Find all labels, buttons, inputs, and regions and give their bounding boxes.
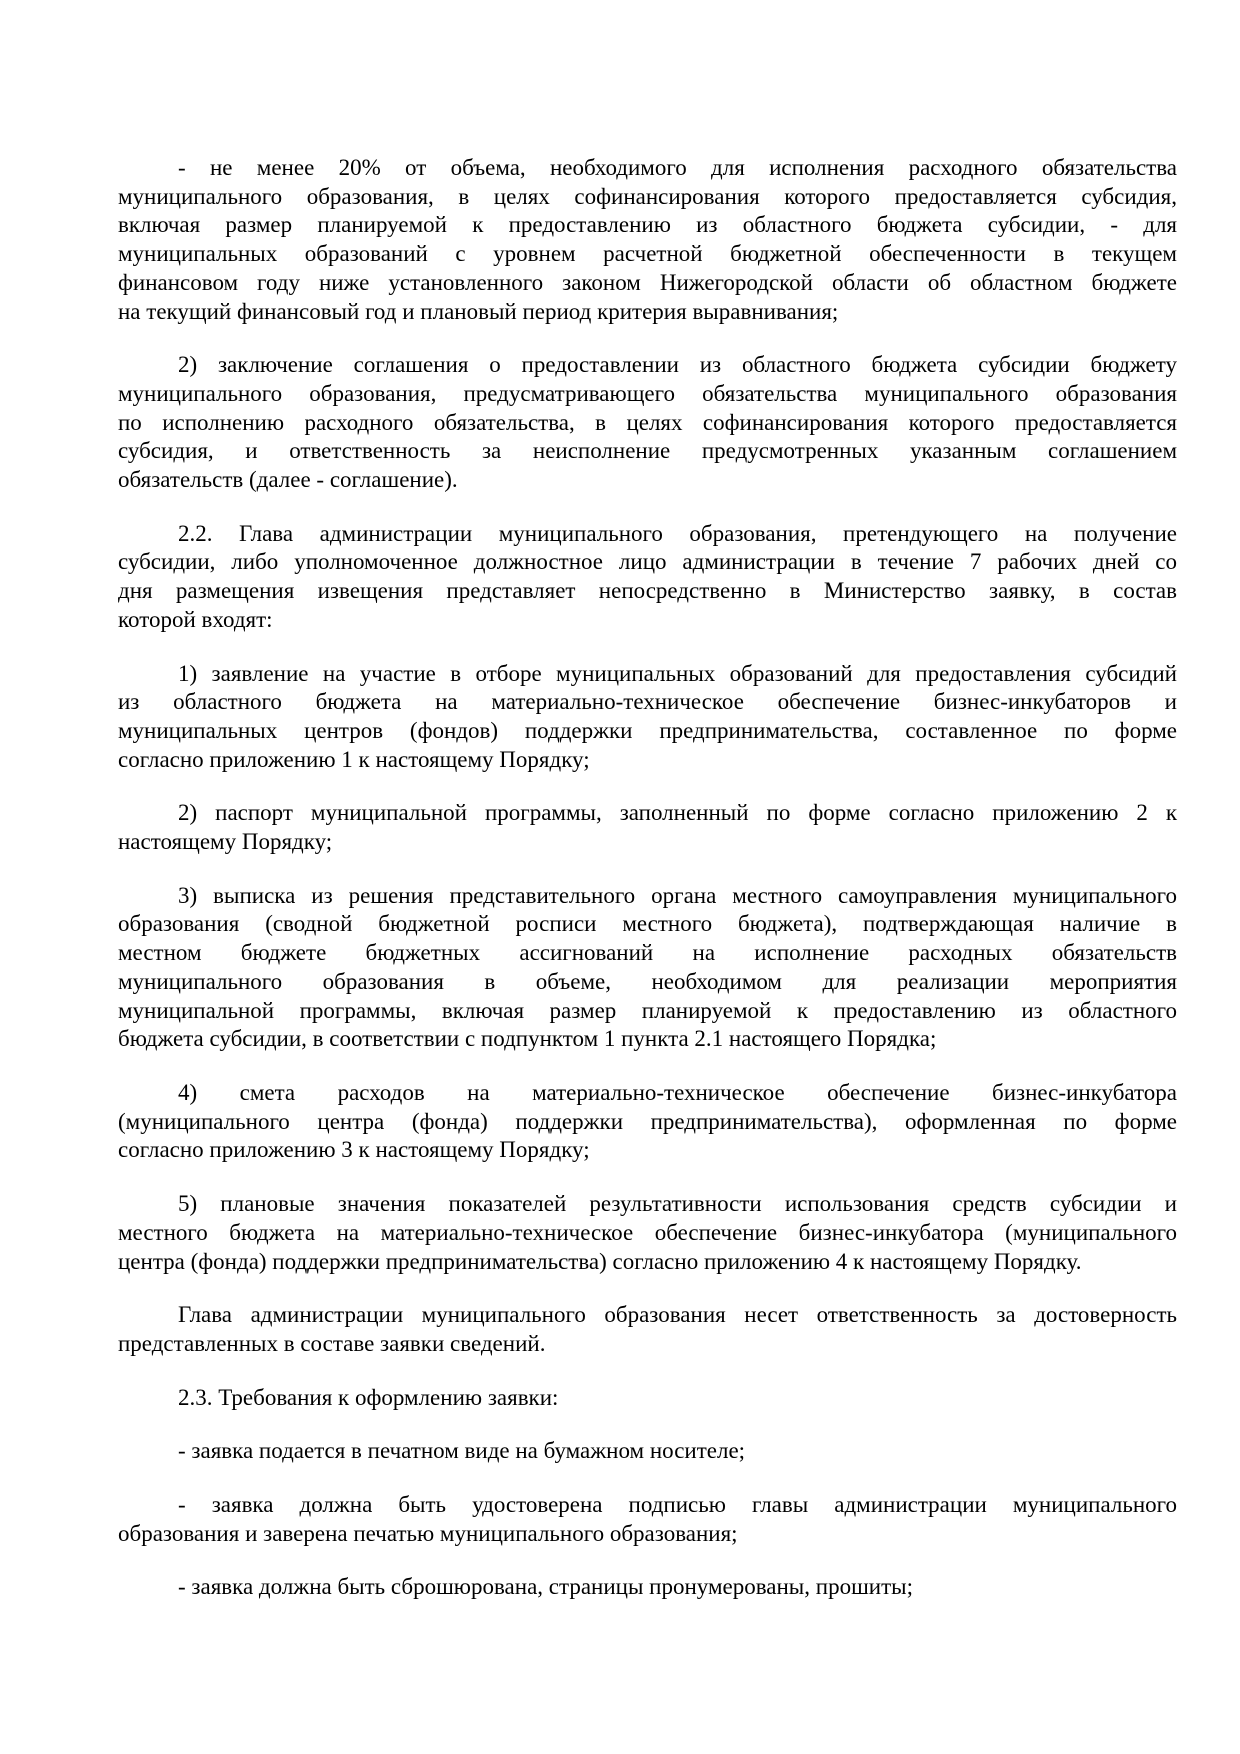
text-line: согласно приложению 3 к настоящему Порядку; [118,1137,590,1163]
text-line: (муниципального центра (фонда) поддержки предпринимательства), оформленная по форме [118,1108,1177,1134]
paragraph [118,799,1177,856]
text-line: муниципального образования, в целях софинансирования которого предоставляется субсидия, [118,183,1177,209]
paragraph [118,660,1177,775]
text-line: муниципального образования, предусматривающего обязательства муниципального образования [118,380,1177,406]
text-line: образования (сводной бюджетной росписи местного бюджета), подтверждающая наличие в [118,911,1177,937]
paragraph [118,520,1177,635]
paragraph [118,154,1177,326]
text-line: 3) выписка из решения представительного органа местного самоуправления муниципального [178,882,1177,908]
paragraph [118,1384,1177,1413]
text-line: субсидии, либо уполномоченное должностное лицо администрации в течение 7 рабочих дней со [118,549,1177,575]
text-line: 2) паспорт муниципальной программы, заполненный по форме согласно приложению 2 к [178,800,1177,826]
paragraph [118,1491,1177,1548]
text-line: - заявка подается в печатном виде на бумажном носителе; [178,1438,746,1464]
text-line: - заявка должна быть сброшюрована, страницы пронумерованы, прошиты; [178,1574,913,1600]
paragraph [118,1079,1177,1165]
text-line: 4) смета расходов на материально-техническое обеспечение бизнес-инкубатора [178,1079,1177,1105]
text-line: 2.2. Глава администрации муниципального образования, претендующего на получение [178,520,1177,546]
paragraph [118,882,1177,1054]
text-line: местного бюджета на материально-техническое обеспечение бизнес-инкубатора (муниципального [118,1219,1177,1245]
text-line: финансовом году ниже установленного законом Нижегородской области об областном бюджете [118,269,1177,295]
text-line: бюджета субсидии, в соответствии с подпунктом 1 пункта 2.1 настоящего Порядка; [118,1026,937,1052]
text-line: представленных в составе заявки сведений. [118,1330,546,1356]
text-line: муниципального образования в объеме, необходимом для реализации мероприятия [118,968,1177,994]
text-line: дня размещения извещения представляет непосредственно в Министерство заявку, в состав [118,578,1177,604]
text-line: муниципальной программы, включая размер планируемой к предоставлению из областного [118,997,1177,1023]
text-line: по исполнению расходного обязательства, в целях софинансирования которого предоставляется [118,409,1177,435]
text-line: 5) плановые значения показателей результативности использования средств субсидии и [178,1191,1177,1217]
text-line: 2.3. Требования к оформлению заявки: [178,1384,559,1410]
text-line: - заявка должна быть удостоверена подписью главы администрации муниципального [178,1492,1177,1518]
text-line: муниципальных центров (фондов) поддержки предпринимательства, составленное по форме [118,717,1177,743]
paragraph [118,1190,1177,1276]
text-line: 2) заключение соглашения о предоставлении из областного бюджета субсидии бюджету [178,352,1177,378]
text-line: на текущий финансовый год и плановый период критерия выравнивания; [118,298,839,324]
text-line: центра (фонда) поддержки предпринимательства) согласно приложению 4 к настоящему Порядку. [118,1248,1082,1274]
text-line: обязательств (далее - соглашение). [118,467,458,493]
paragraph [118,1301,1177,1358]
text-line: муниципальных образований с уровнем расчетной бюджетной обеспеченности в текущем [118,241,1177,267]
paragraph [118,1437,1177,1466]
text-line: местном бюджете бюджетных ассигнований на исполнение расходных обязательств [118,940,1177,966]
text-line: согласно приложению 1 к настоящему Порядку; [118,746,590,772]
text-line: включая размер планируемой к предоставлению из областного бюджета субсидии, - для [118,212,1177,238]
paragraph [118,1573,1177,1602]
text-line: Глава администрации муниципального образования несет ответственность за достоверность [178,1302,1177,1328]
text-line: настоящему Порядку; [118,829,333,855]
text-line: - не менее 20% от объема, необходимого для исполнения расходного обязательства [178,155,1177,180]
text-line: образования и заверена печатью муниципального образования; [118,1520,738,1546]
paragraph [118,351,1177,495]
text-line: субсидия, и ответственность за неисполнение предусмотренных указанным соглашением [118,438,1177,464]
text-line: из областного бюджета на материально-техническое обеспечение бизнес-инкубаторов и [118,689,1177,715]
text-line: 1) заявление на участие в отборе муниципальных образований для предоставления субсидий [178,660,1177,686]
document-page [118,154,1177,1627]
text-line: которой входят: [118,606,273,632]
